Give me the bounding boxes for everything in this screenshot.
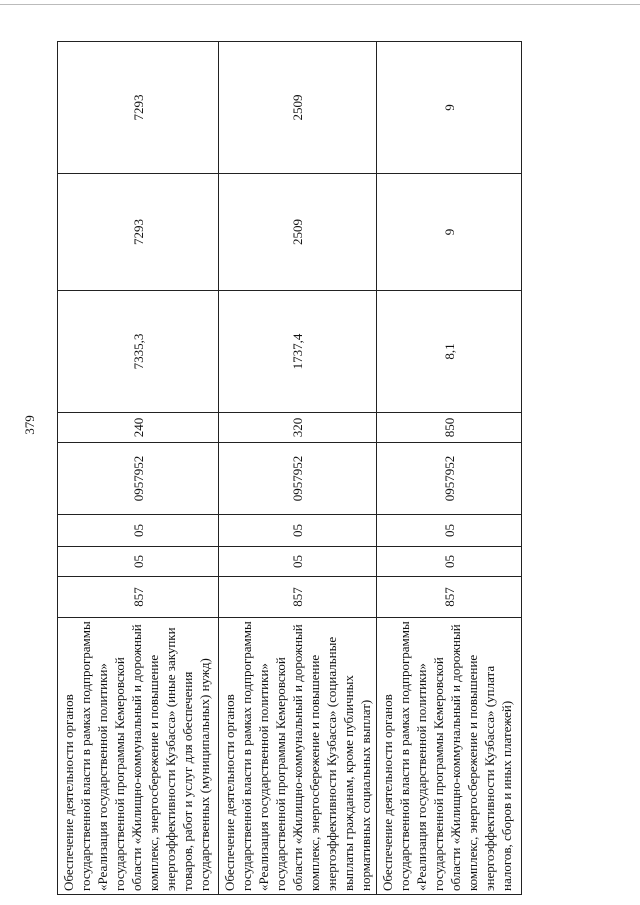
ministry-code: 857 xyxy=(377,577,522,618)
page-number: 379 xyxy=(22,415,37,435)
budget-table-rotated xyxy=(57,42,515,895)
table-row xyxy=(219,42,377,895)
row-description: Обеспечение деятельности органов государственной власти в рамках подпрограммы «Реализация государственной политики» государственной программы Кемеровской области «Жилищно-коммунальный и дорожный комплекс, энергосбережение и повышение энергоэффективности Кузбасса» (уплата налогов, сборов и иных платежей) xyxy=(377,618,522,895)
value-3: 9 xyxy=(377,42,522,174)
value-2: 2509 xyxy=(219,174,377,291)
budget-table xyxy=(57,41,522,895)
row-description: Обеспечение деятельности органов государственной власти в рамках подпрограммы «Реализация государственной политики» государственной программы Кемеровской области «Жилищно-коммунальный и дорожный комплекс, энергосбережение и повышение энергоэффективности Кузбасса» (иные закупки товаров, работ и услуг для обеспечения государственных (муниципальных) нужд) xyxy=(58,618,219,895)
subsection-code: 05 xyxy=(219,515,377,547)
value-2: 7293 xyxy=(58,174,219,291)
section-code: 05 xyxy=(58,547,219,577)
value-1: 8,1 xyxy=(377,291,522,413)
value-2: 9 xyxy=(377,174,522,291)
target-article-code: 0957952 xyxy=(219,443,377,515)
table-row xyxy=(377,42,522,895)
value-1: 1737,4 xyxy=(219,291,377,413)
row-description: Обеспечение деятельности органов государственной власти в рамках подпрограммы «Реализация государственной политики» государственной программы Кемеровской области «Жилищно-коммунальный и дорожный комплекс, энергосбережение и повышение энергоэффективности Кузбасса» (социальные выплаты гражданам, кроме публичных нормативных социальных выплат) xyxy=(219,618,377,895)
table-row xyxy=(58,42,219,895)
target-article-code: 0957952 xyxy=(58,443,219,515)
ministry-code: 857 xyxy=(219,577,377,618)
subsection-code: 05 xyxy=(377,515,522,547)
subsection-code: 05 xyxy=(58,515,219,547)
section-code: 05 xyxy=(219,547,377,577)
value-1: 7335,3 xyxy=(58,291,219,413)
section-code: 05 xyxy=(377,547,522,577)
expense-type-code: 850 xyxy=(377,413,522,443)
value-3: 2509 xyxy=(219,42,377,174)
value-3: 7293 xyxy=(58,42,219,174)
expense-type-code: 320 xyxy=(219,413,377,443)
top-rule xyxy=(0,4,640,5)
expense-type-code: 240 xyxy=(58,413,219,443)
ministry-code: 857 xyxy=(58,577,219,618)
target-article-code: 0957952 xyxy=(377,443,522,515)
